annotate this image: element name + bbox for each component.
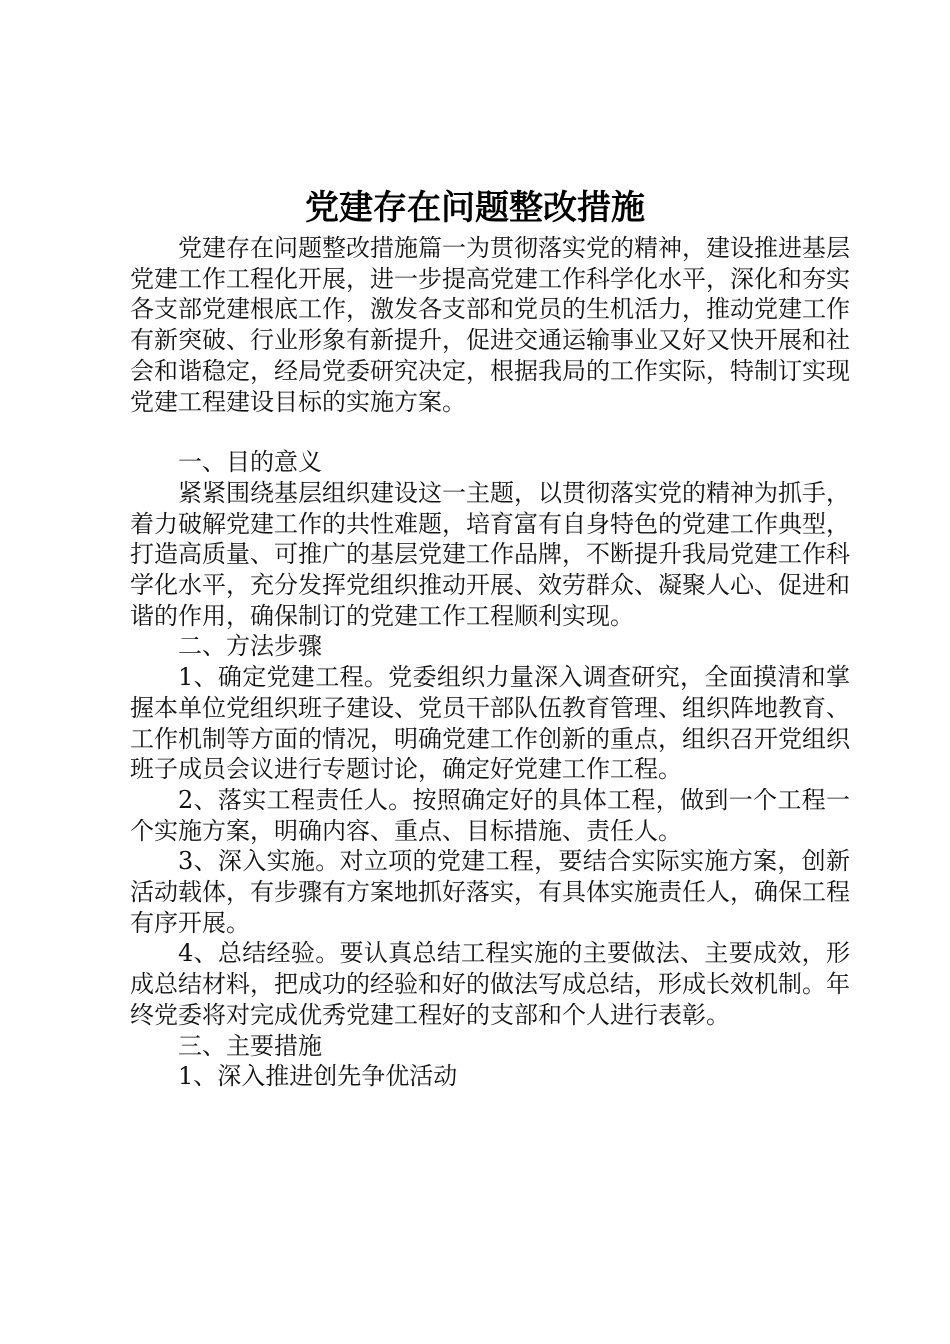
method-step-4: 4、总结经验。要认真总结工程实施的主要做法、主要成效，形成总结材料，把成功的经验和好的做法写成总结，形成长效机制。年终党委将对完成优秀党建工程好的支部和个人进行表彰。 (130, 939, 850, 1029)
section-heading-purpose: 一、目的意义 (178, 448, 322, 477)
method-step-1: 1、确定党建工程。党委组织力量深入调查研究，全面摸清和掌握本单位党组织班子建设、党员干部队伍教育管理、组织阵地教育、工作机制等方面的情况，明确党建工作创新的重点，组织召开党组织班子成员会议进行专题讨论，确定好党建工作工程。 (130, 663, 850, 784)
intro-paragraph: 党建存在问题整改措施篇一为贯彻落实党的精神，建设推进基层党建工作工程化开展，进一步提高党建工作科学化水平，深化和夯实各支部党建根底工作，激发各支部和党员的生机活力，推动党建工作有新突破、行业形象有新提升，促进交通运输事业又好又快开展和社会和谐稳定，经局党委研究决定，根据我局的工作实际，特制订实现党建工程建设目标的实施方案。 (130, 234, 850, 416)
section-heading-method: 二、方法步骤 (178, 632, 322, 661)
measure-item-1: 1、深入推进创先争优活动 (178, 1062, 458, 1091)
method-step-2: 2、落实工程责任人。按照确定好的具体工程，做到一个工程一个实施方案，明确内容、重点、目标措施、责任人。 (130, 785, 850, 845)
method-step-3: 3、深入实施。对立项的党建工程，要结合实际实施方案，创新活动载体，有步骤有方案地抓好落实，有具体实施责任人，确保工程有序开展。 (130, 847, 850, 937)
document-body (130, 233, 850, 1092)
purpose-paragraph: 紧紧围绕基层组织建设这一主题，以贯彻落实党的精神为抓手，着力破解党建工作的共性难题，培育富有自身特色的党建工作典型，打造高质量、可推广的基层党建工作品牌，不断提升我局党建工作科学化水平，充分发挥党组织推动开展、效劳群众、凝聚人心、促进和谐的作用，确保制订的党建工作工程顺利实现。 (130, 478, 850, 630)
section-heading-measures: 三、主要措施 (178, 1031, 322, 1060)
document-title: 党建存在问题整改措施 (305, 188, 645, 228)
